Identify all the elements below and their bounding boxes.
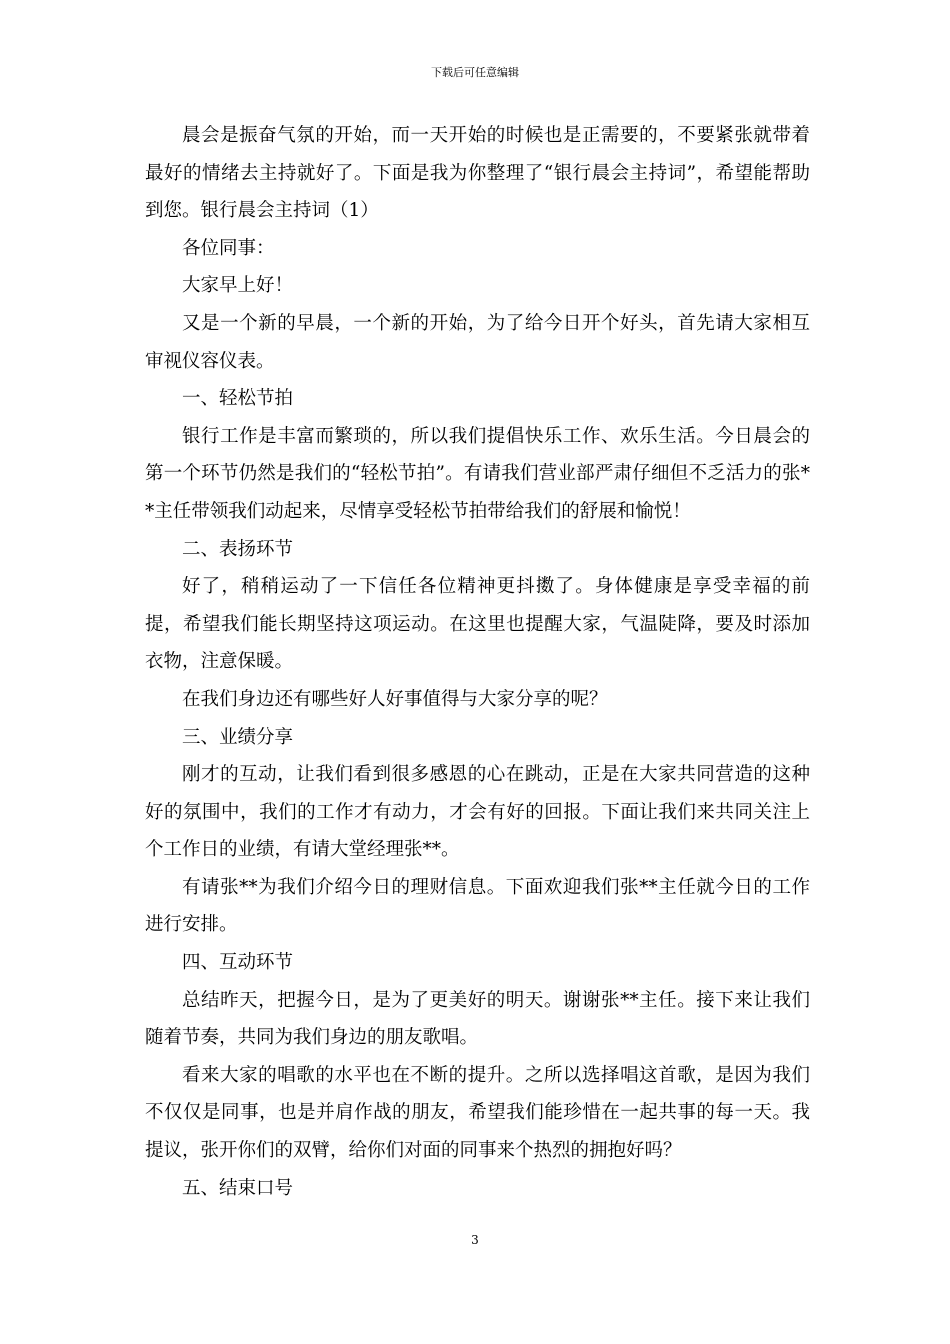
section-heading-2: 二、表扬环节 [182,538,294,560]
paragraph-share-question: 在我们身边还有哪些好人好事值得与大家分享的呢？ [182,688,608,710]
document-body [145,117,810,1207]
paragraph-praise: 好了，稍稍运动了一下信任各位精神更抖擞了。身体健康是享受幸福的前提，希望我们能长期坚持这项运动。在这里也提醒大家，气温陡降，要及时添加衣物，注意保暖。 [145,576,810,673]
section-heading-1: 一、轻松节拍 [182,388,294,410]
page-header: 下载后可任意编辑 [431,66,519,79]
paragraph-good-morning: 大家早上好！ [182,275,294,297]
paragraph-finance-info: 有请张**为我们介绍今日的理财信息。下面欢迎我们张**主任就今日的工作进行安排。 [145,876,810,936]
paragraph-light-rhythm: 银行工作是丰富而繁琐的，所以我们提倡快乐工作、欢乐生活。今日晨会的第一个环节仍然是我们的“轻松节拍”。有请我们营业部严肃仔细但不乏活力的张**主任带领我们动起来，尽情享受轻松节拍带给我们的舒展和愉悦！ [145,425,810,522]
paragraph-greeting-colleagues: 各位同事： [182,237,275,259]
paragraph-intro: 晨会是振奋气氛的开始，而一天开始的时候也是正需要的，不要紧张就带着最好的情绪去主持就好了。下面是我为你整理了“银行晨会主持词”，希望能帮助到您。银行晨会主持词（1） [145,125,810,222]
paragraph-new-morning: 又是一个新的早晨，一个新的开始，为了给今日开个好头，首先请大家相互审视仪容仪表。 [145,312,810,372]
page-number: 3 [471,1233,479,1247]
section-heading-3: 三、业绩分享 [182,726,294,748]
section-heading-4: 四、互动环节 [182,952,294,974]
paragraph-summary: 总结昨天，把握今日，是为了更美好的明天。谢谢张**主任。接下来让我们随着节奏，共同为我们身边的朋友歌唱。 [145,989,810,1049]
paragraph-singing: 看来大家的唱歌的水平也在不断的提升。之所以选择唱这首歌，是因为我们不仅仅是同事，也是并肩作战的朋友，希望我们能珍惜在一起共事的每一天。我提议，张开你们的双臂，给你们对面的同事来个热烈的拥抱好吗？ [145,1064,810,1162]
paragraph-performance: 刚才的互动，让我们看到很多感恩的心在跳动，正是在大家共同营造的这种好的氛围中，我们的工作才有动力，才会有好的回报。下面让我们来共同关注上个工作日的业绩，有请大堂经理张**。 [145,764,810,861]
section-heading-5: 五、结束口号 [182,1177,294,1199]
